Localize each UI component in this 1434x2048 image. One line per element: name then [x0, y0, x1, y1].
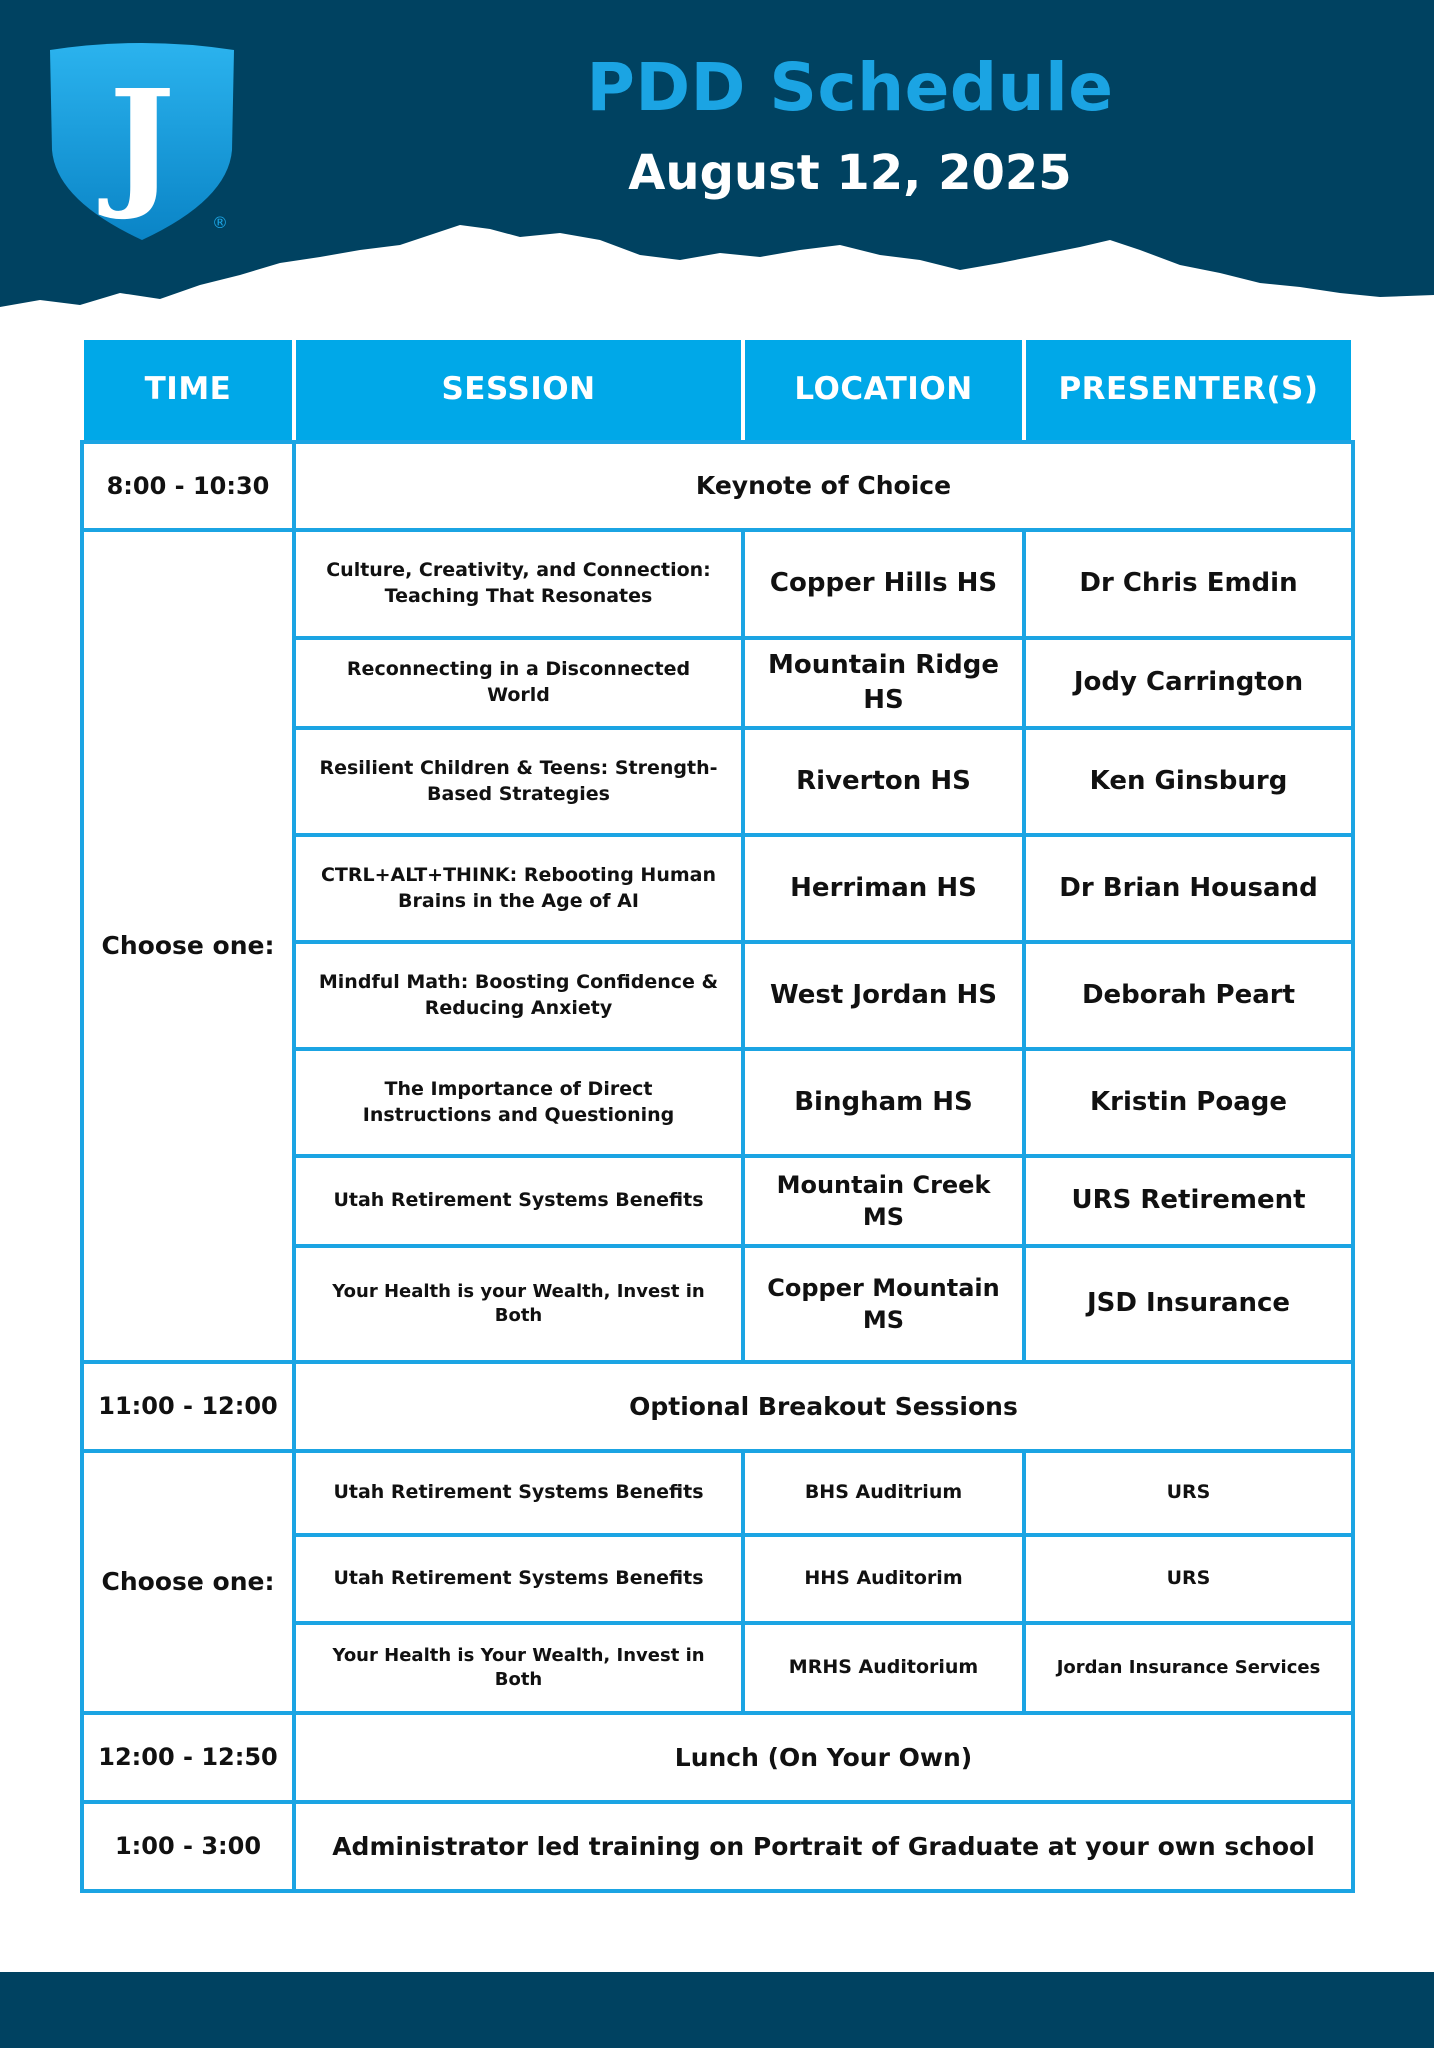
session-cell: Utah Retirement Systems Benefits	[333, 1567, 704, 1590]
location-cell: MRHS Auditorium	[788, 1656, 979, 1679]
header-presenters: PRESENTER(S)	[1026, 340, 1351, 440]
page-date: August 12, 2025	[628, 145, 1072, 201]
session-cell: Your Health is your Wealth, Invest in Both	[332, 1280, 705, 1326]
keynote-label: Keynote of Choice	[695, 471, 952, 501]
page-footer	[0, 1972, 1434, 2048]
location-cell: HHS Auditorim	[804, 1567, 963, 1590]
location-cell: Copper Mountain MS	[767, 1273, 1000, 1334]
time-breakout: 11:00 - 12:00	[98, 1392, 278, 1421]
choose-one-label: Choose one:	[101, 931, 275, 961]
session-cell: Mindful Math: Boosting Confidence & Reducing Anxiety	[318, 970, 719, 1019]
location-cell: BHS Auditrium	[804, 1481, 963, 1504]
location-cell: Herriman HS	[790, 872, 977, 903]
location-cell: Riverton HS	[796, 765, 971, 796]
session-cell: Reconnecting in a Disconnected World	[346, 658, 691, 706]
location-cell: Copper Hills HS	[769, 568, 998, 599]
session-cell: Culture, Creativity, and Connection: Teaching That Resonates	[326, 559, 711, 607]
session-cell: The Importance of Direct Instructions and Questioning	[362, 1077, 675, 1126]
page-title: PDD Schedule	[586, 49, 1114, 126]
training-label: Administrator led training on Portrait of Graduate at your own school	[332, 1831, 1315, 1861]
logo-letter: J	[108, 60, 176, 224]
time-lunch: 12:00 - 12:50	[98, 1743, 278, 1772]
choose-one-label: Choose one:	[101, 1567, 275, 1597]
location-cell: Mountain Ridge HS	[768, 649, 999, 715]
presenter-cell: JSD Insurance	[1086, 1288, 1291, 1319]
location-cell: Bingham HS	[794, 1086, 973, 1117]
presenter-cell: Kristin Poage	[1090, 1086, 1287, 1117]
presenter-cell: URS Retirement	[1071, 1185, 1306, 1216]
location-cell: Mountain Creek MS	[776, 1170, 991, 1231]
location-cell: West Jordan HS	[770, 979, 997, 1010]
session-cell: CTRL+ALT+THINK: Rebooting Human Brains in the Age of AI	[320, 863, 716, 912]
lunch-label: Lunch (On Your Own)	[674, 1742, 973, 1772]
presenter-cell: Ken Ginsburg	[1089, 765, 1288, 796]
session-cell: Utah Retirement Systems Benefits	[333, 1189, 704, 1212]
presenter-cell: Dr Chris Emdin	[1079, 568, 1298, 599]
header-session: SESSION	[296, 340, 741, 440]
session-cell: Your Health is Your Wealth, Invest in Both	[332, 1644, 705, 1690]
breakout-label: Optional Breakout Sessions	[629, 1391, 1018, 1421]
header-location: LOCATION	[745, 340, 1022, 440]
presenter-cell: Jody Carrington	[1073, 667, 1304, 698]
session-cell: Utah Retirement Systems Benefits	[333, 1481, 704, 1504]
jordan-shield-logo	[42, 40, 242, 245]
presenter-cell: URS	[1166, 1481, 1211, 1504]
time-keynote: 8:00 - 10:30	[106, 471, 270, 500]
presenter-cell: Dr Brian Housand	[1059, 872, 1318, 903]
presenter-cell: URS	[1166, 1567, 1211, 1590]
presenter-cell: Deborah Peart	[1081, 979, 1296, 1010]
registered-mark: ®	[212, 213, 228, 232]
presenter-cell: Jordan Insurance Services	[1056, 1656, 1321, 1678]
header-time: TIME	[84, 340, 292, 440]
session-cell: Resilient Children & Teens: Strength-Based Strategies	[319, 756, 718, 805]
time-training: 1:00 - 3:00	[114, 1832, 262, 1861]
